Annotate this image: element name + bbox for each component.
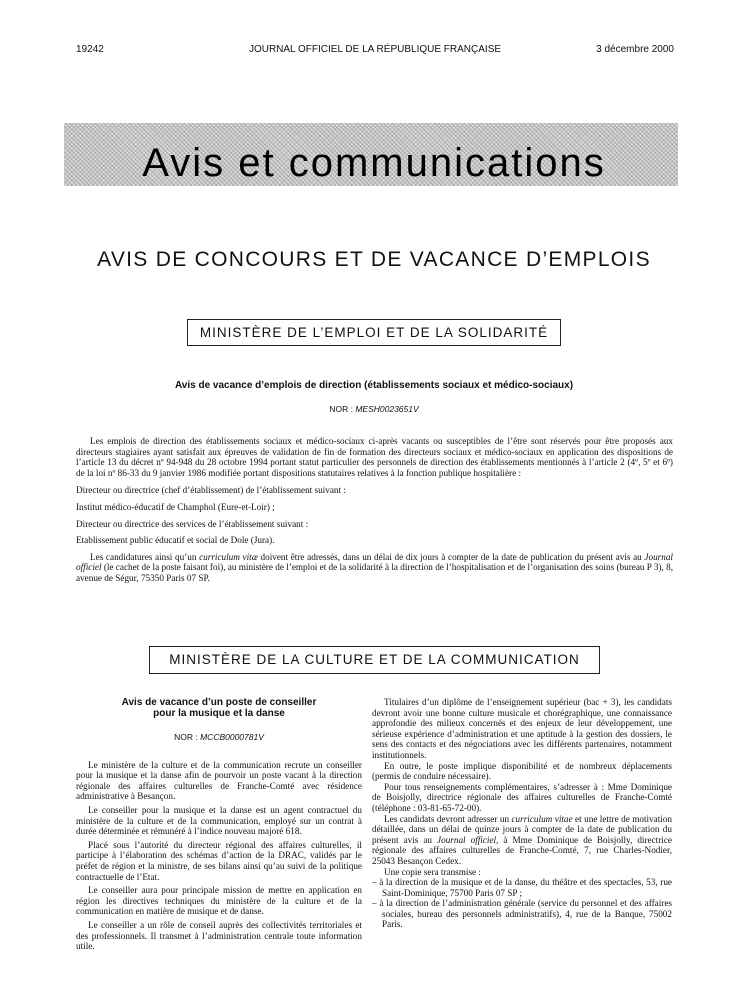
nor-label: NOR : (174, 732, 198, 742)
nor-label: NOR : (329, 404, 353, 414)
left-column (76, 697, 362, 952)
journal-title: JOURNAL OFFICIEL DE LA RÉPUBLIQUE FRANÇAISE (248, 44, 502, 55)
avis-title-conseiller: Avis de vacance d’un poste de conseiller pour la musique et la danse (121, 697, 317, 719)
body-paragraph: Placé sous l’autorité du directeur régional des affaires culturelles, il participe à l’élaboration des schémas d’action de la DRAC, validés par le préfet de région et la ministre, de ses bilans ainsi qu’au suivi de la politique contractuelle de l’Etat. (76, 839, 362, 882)
main-heading: AVIS DE CONCOURS ET DE VACANCE D’EMPLOIS (97, 248, 651, 271)
issue-date: 3 décembre 2000 (596, 44, 674, 55)
nor-code: MESH0023651V (355, 404, 419, 414)
body-paragraph: Les candidats devront adresser un curriculum vitae et une lettre de motivation détaillée, dans un délai de quinze jours à compter de la date de publication du présent avis au Journal officiel, à Mme Dominique de Boisjolly, directrice régionale des affaires culturelles de Franche-Comté, 7, rue Charles-Nodier, 25043 Besançon Cedex. (372, 813, 673, 866)
body-line: Directeur ou directrice (chef d’établissement) de l’établissement suivant : (76, 485, 346, 496)
nor-code: MCCB0000781V (200, 732, 264, 742)
list-item: – à la direction de l’administration générale (service du personnel et des affaires sociales, bureau des personnels administratifs), 4, rue de la Banque, 75002 Paris. (372, 898, 672, 930)
body-paragraph: Titulaires d’un diplôme de l’enseignement supérieur (bac + 3), les candidats devront avoir une bonne culture musicale et chorégraphique, une connaissance approfondie des milieux concernés et des enjeux de leur développement, une sérieuse expérience d’administration et une aptitude à la gestion des dossiers, le sens des contacts et des négociations avec les différents partenaires, notamment institutionnels. (372, 697, 672, 760)
right-column (372, 697, 672, 930)
body-paragraph: Le conseiller a un rôle de conseil auprès des collectivités territoriales et des professionnels. Il transmet à l’administration centrale toute information utile. (76, 919, 362, 952)
body-line: Etablissement public éducatif et social de Dole (Jura). (76, 535, 275, 546)
list-item: – à la direction de la musique et de la danse, du théâtre et des spectacles, 53, rue Saint-Dominique, 75700 Paris 07 SP ; (372, 877, 672, 898)
ministry-heading-emploi: MINISTÈRE DE L’EMPLOI ET DE LA SOLIDARITÉ (187, 319, 561, 346)
candidatures-paragraph: Les candidatures ainsi qu’un curriculum vitæ doivent être adressés, dans un délai de dix jours à compter de la date de publication du présent avis au Journal officiel (le cachet de la poste faisant foi), au ministère de l’emploi et de la solidarité à la direction de l’hospitalisation et de l’organisation des soins (bureau P 3), 8, avenue de Ségur, 75350 Paris 07 SP. (76, 551, 674, 583)
body-paragraph: Pour tous renseignements complémentaires, s’adresser à : Mme Dominique de Boisjolly, directrice régionale des affaires culturelles de Franche-Comté (téléphone : 03-81-65-72-00). (372, 781, 672, 813)
banner-title: Avis et communications (142, 141, 606, 185)
body-line: Institut médico-éducatif de Champhol (Eure-et-Loir) ; (76, 501, 275, 512)
nor-reference (0, 404, 748, 414)
recipient-list (372, 877, 672, 930)
ministry-heading-culture: MINISTÈRE DE LA CULTURE ET DE LA COMMUNICATION (149, 646, 600, 674)
body-paragraph: Le ministère de la culture et de la communication recrute un conseiller pour la musique et la danse afin de pourvoir un poste vacant à la direction régionale des affaires culturelles de Franche-Comté avec résidence administrative à Besançon. (76, 759, 362, 802)
body-paragraph: Le conseiller aura pour principale mission de mettre en application en région les directives techniques du ministère de la culture et de la communication en matière de musique et de danse. (76, 885, 362, 917)
body-line: Directeur ou directrice des services de l’établissement suivant : (76, 518, 309, 529)
page-header (76, 44, 674, 58)
section1-body (76, 436, 673, 584)
body-paragraph: En outre, le poste implique disponibilité et de nombreux déplacements (permis de conduire nécessaire). (372, 760, 672, 782)
body-paragraph: Le conseiller pour la musique et la danse est un agent contractuel du ministère de la culture et de la communication, employé sur un contrat à durée déterminée et rémunéré à l’indice nouveau majoré 618. (76, 804, 362, 837)
avis-title-direction: Avis de vacance d’emplois de direction (établissements sociaux et médico-sociaux) (174, 380, 574, 391)
body-paragraph: Une copie sera transmise : (384, 866, 481, 877)
nor-reference (76, 732, 362, 743)
intro-paragraph: Les emplois de direction des établissements sociaux et médico-sociaux ci-après vacants ou susceptibles de l’être sont réservés pour être proposés aux directeurs stagiaires ayant satisfait aux épreuves de validation de fin de formation des directeurs sociaux et médico-sociaux en application des dispositions de l’article 13 du décret nº 94-948 du 28 octobre 1994 portant statut particulier des personnels de direction des établissements mentionnés à l’article 2 (4º, 5º et 6º) de la loi nº 86-33 du 9 janvier 1986 modifiée portant dispositions statutaires relatives à la fonction publique hospitalière : (76, 436, 673, 478)
page-number: 19242 (76, 44, 104, 55)
